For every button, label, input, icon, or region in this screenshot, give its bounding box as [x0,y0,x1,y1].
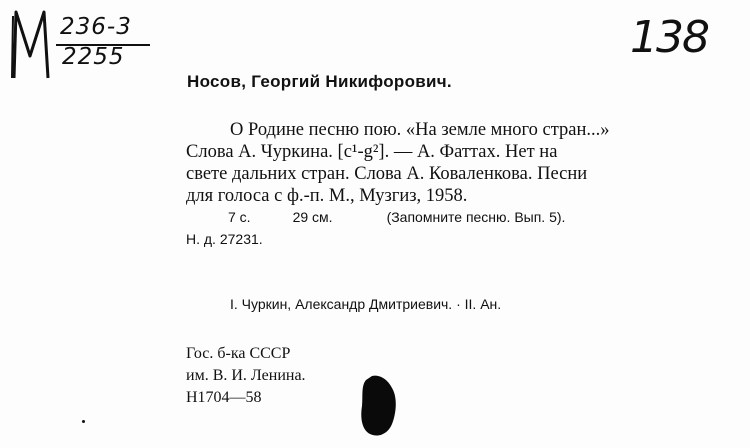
speck [82,420,85,423]
library-stamp-line-3: Н1704—58 [186,389,262,406]
tracing-line: I. Чуркин, Александр Дмитриевич. · II. Ан. [230,296,502,312]
pencil-number: 138 [630,12,708,63]
body-line-1: О Родине песню пою. «На земле много стран...» [230,120,610,140]
shelfmark-top: 236-3 [60,14,132,40]
body-line-3: свете дальних стран. Слова А. Коваленкова. Песни [186,164,588,184]
ink-blot [358,374,398,438]
collation-size: 29 см. [292,209,333,225]
library-stamp-line-2: им. В. И. Ленина. [186,367,306,384]
author-heading: Носов, Георгий Никифорович. [187,72,452,91]
collation-pages: 7 с. [228,209,251,225]
collation-series: (Запомните песню. Вып. 5). [386,209,566,225]
shelfmark-letter [10,8,54,80]
collation-line [228,209,565,225]
shelfmark-bottom: 2255 [62,44,125,70]
library-stamp-line-1: Гос. б-ка СССР [186,345,291,362]
publisher-number: Н. д. 27231. [186,231,263,247]
body-line-4: для голоса с ф.-п. М., Музгиз, 1958. [186,186,468,206]
body-line-2: Слова А. Чуркина. [c¹-g²]. — А. Фаттах. Нет на [186,142,558,162]
